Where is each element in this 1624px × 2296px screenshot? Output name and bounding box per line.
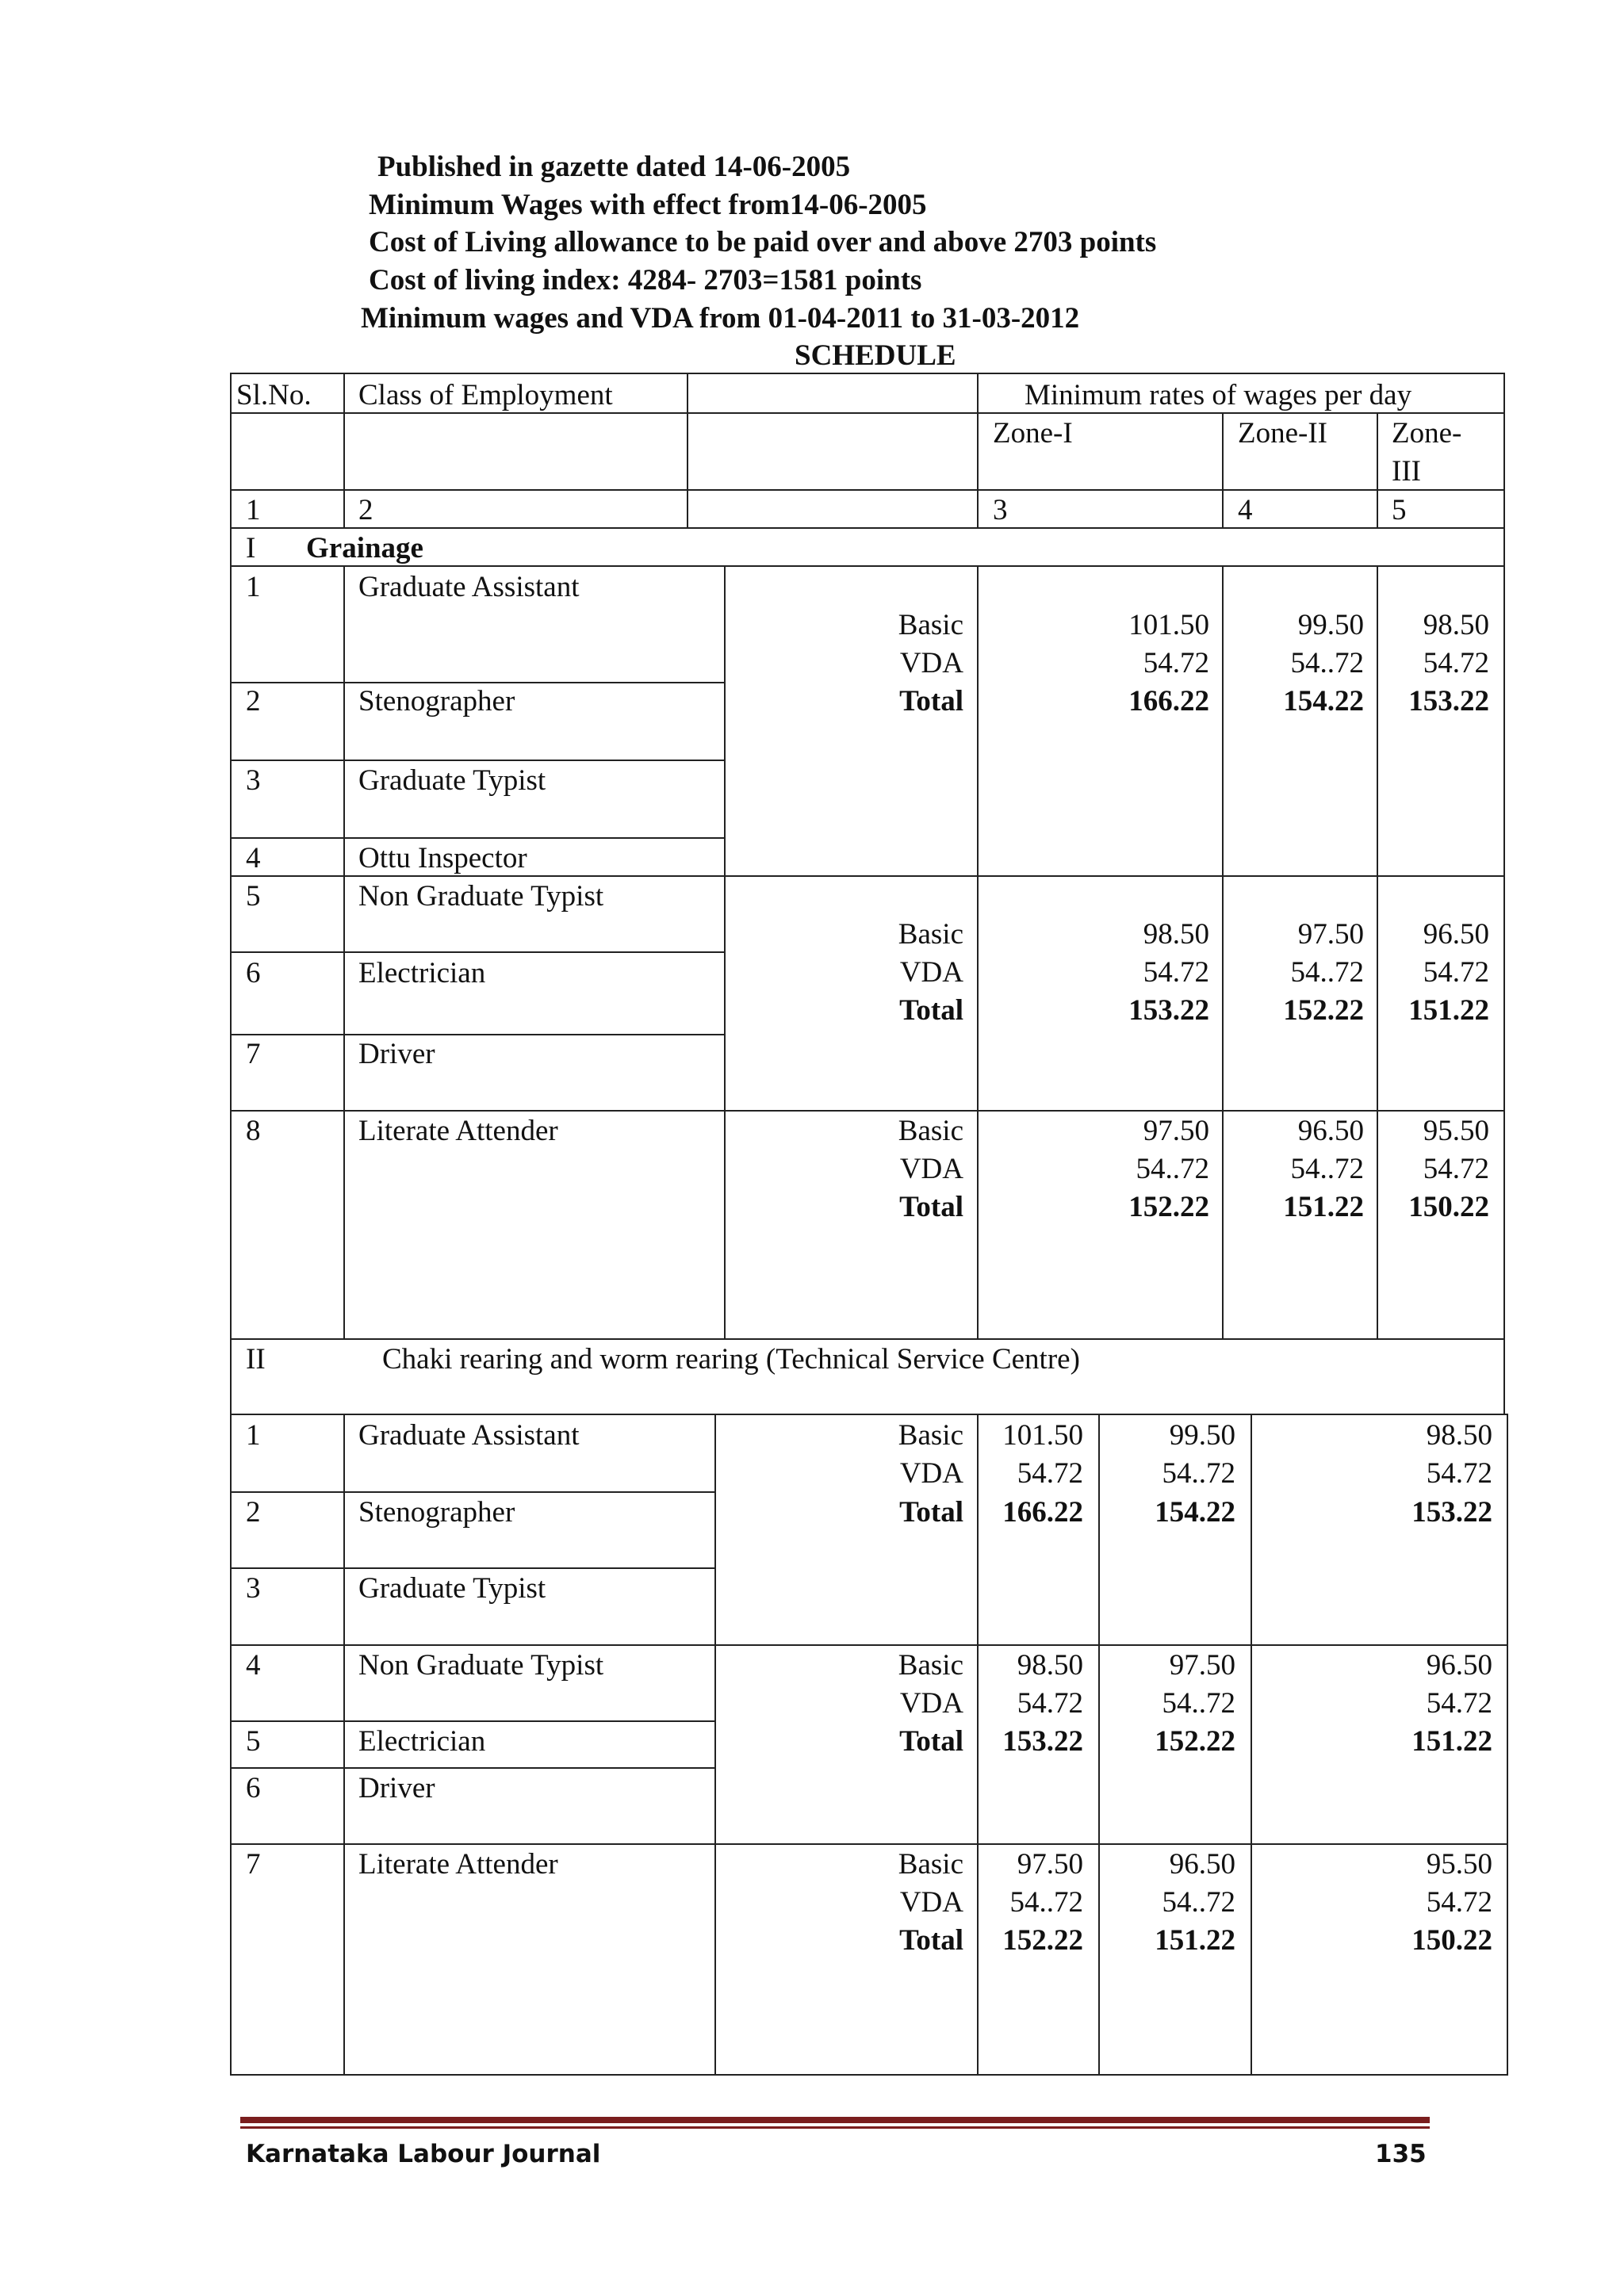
employment-class: Graduate Assistant <box>358 1419 580 1452</box>
zone1-total: 152.22 <box>1002 1924 1083 1957</box>
period-line: Minimum wages and VDA from 01-04-2011 to 31-03-2012 <box>361 302 1080 335</box>
cola-line: Cost of Living allowance to be paid over and above 2703 points <box>369 226 1157 258</box>
zone1-basic: 101.50 <box>1002 1419 1083 1452</box>
basic-label: Basic <box>898 1419 963 1452</box>
zone2-basic: 96.50 <box>1169 1848 1235 1881</box>
col-header-min-rates: Minimum rates of wages per day <box>1025 379 1412 411</box>
basic-label: Basic <box>898 1848 963 1881</box>
section-title: Chaki rearing and worm rearing (Technical Service Centre) <box>382 1343 1080 1376</box>
col-number: 4 <box>1238 494 1253 526</box>
row-number: 4 <box>246 842 261 874</box>
basic-label: Basic <box>898 918 963 951</box>
zone2-total: 152.22 <box>1155 1725 1235 1758</box>
zone1-vda: 54.72 <box>1017 1457 1083 1490</box>
employment-class: Literate Attender <box>358 1848 558 1881</box>
employment-class: Graduate Assistant <box>358 571 580 603</box>
zone2-vda: 54..72 <box>1162 1886 1235 1919</box>
zone3-basic: 95.50 <box>1423 1115 1489 1147</box>
zone2-basic: 97.50 <box>1169 1649 1235 1682</box>
zone3-total: 151.22 <box>1408 994 1489 1027</box>
schedule-title: SCHEDULE <box>795 339 956 372</box>
col-header-class: Class of Employment <box>358 379 613 411</box>
zone1-basic: 97.50 <box>1143 1115 1209 1147</box>
zone3-basic: 96.50 <box>1423 918 1489 951</box>
zone1-basic: 97.50 <box>1017 1848 1083 1881</box>
col-header-zone3: Zone- <box>1392 417 1462 450</box>
row-number: 7 <box>246 1038 261 1070</box>
row-number: 3 <box>246 764 261 797</box>
zone1-total: 153.22 <box>1128 994 1209 1027</box>
row-number: 6 <box>246 957 261 989</box>
row-number: 2 <box>246 685 261 718</box>
zone3-basic: 95.50 <box>1426 1848 1492 1881</box>
section-number: I <box>246 532 256 564</box>
journal-name: Karnataka Labour Journal <box>246 2140 601 2168</box>
zone3-total: 153.22 <box>1408 685 1489 718</box>
zone3-vda: 54.72 <box>1426 1886 1492 1919</box>
basic-label: Basic <box>898 1649 963 1682</box>
zone1-vda: 54..72 <box>1009 1886 1083 1919</box>
zone3-total: 151.22 <box>1411 1725 1492 1758</box>
col-number: 2 <box>358 494 373 526</box>
section-title: Grainage <box>306 532 423 564</box>
row-number: 3 <box>246 1572 261 1605</box>
row-number: 7 <box>246 1848 261 1881</box>
zone1-vda: 54.72 <box>1143 956 1209 989</box>
total-label: Total <box>899 994 963 1027</box>
total-label: Total <box>899 1191 963 1223</box>
zone1-total: 153.22 <box>1002 1725 1083 1758</box>
total-label: Total <box>899 1924 963 1957</box>
zone2-vda: 54..72 <box>1290 956 1364 989</box>
zone1-vda: 54..72 <box>1136 1153 1209 1185</box>
employment-class: Electrician <box>358 1725 486 1758</box>
effect-line: Minimum Wages with effect from14-06-2005 <box>369 189 927 221</box>
employment-class: Non Graduate Typist <box>358 1649 604 1682</box>
footer-rule <box>240 2117 1430 2123</box>
vda-label: VDA <box>899 956 963 989</box>
employment-class: Electrician <box>358 957 486 989</box>
employment-class: Graduate Typist <box>358 1572 546 1605</box>
vda-label: VDA <box>899 647 963 679</box>
employment-class: Driver <box>358 1772 435 1804</box>
row-number: 6 <box>246 1772 261 1804</box>
zone2-vda: 54..72 <box>1290 647 1364 679</box>
zone1-vda: 54.72 <box>1143 647 1209 679</box>
row-number: 8 <box>246 1115 261 1147</box>
employment-class: Stenographer <box>358 685 515 718</box>
zone2-total: 154.22 <box>1283 685 1364 718</box>
col-header-slno: Sl.No. <box>236 379 312 411</box>
zone3-total: 150.22 <box>1411 1924 1492 1957</box>
zone3-basic: 96.50 <box>1426 1649 1492 1682</box>
col-number: 1 <box>246 494 261 526</box>
employment-class: Driver <box>358 1038 435 1070</box>
total-label: Total <box>899 1725 963 1758</box>
index-line: Cost of living index: 4284- 2703=1581 points <box>369 264 922 297</box>
col-header-zone1: Zone-I <box>993 417 1073 450</box>
zone2-vda: 54..72 <box>1290 1153 1364 1185</box>
footer-rule-thin <box>240 2126 1430 2129</box>
col-number: 5 <box>1392 494 1407 526</box>
zone1-vda: 54.72 <box>1017 1687 1083 1720</box>
zone3-vda: 54.72 <box>1423 647 1489 679</box>
row-number: 5 <box>246 880 261 913</box>
zone2-vda: 54..72 <box>1162 1687 1235 1720</box>
row-number: 1 <box>246 571 261 603</box>
row-number: 5 <box>246 1725 261 1758</box>
page-number: 135 <box>1375 2140 1427 2168</box>
total-label: Total <box>899 1496 963 1529</box>
employment-class: Non Graduate Typist <box>358 880 604 913</box>
zone3-basic: 98.50 <box>1426 1419 1492 1452</box>
employment-class: Ottu Inspector <box>358 842 527 874</box>
vda-label: VDA <box>899 1457 963 1490</box>
zone1-basic: 98.50 <box>1143 918 1209 951</box>
vda-label: VDA <box>899 1153 963 1185</box>
zone3-vda: 54.72 <box>1426 1687 1492 1720</box>
zone1-basic: 101.50 <box>1128 609 1209 641</box>
zone2-basic: 96.50 <box>1297 1115 1364 1147</box>
basic-label: Basic <box>898 1115 963 1147</box>
zone2-total: 151.22 <box>1283 1191 1364 1223</box>
basic-label: Basic <box>898 609 963 641</box>
zone3-total: 150.22 <box>1408 1191 1489 1223</box>
employment-class: Literate Attender <box>358 1115 558 1147</box>
vda-label: VDA <box>899 1886 963 1919</box>
employment-class: Graduate Typist <box>358 764 546 797</box>
zone3-vda: 54.72 <box>1423 1153 1489 1185</box>
col-header-zone3-cont: III <box>1392 455 1421 488</box>
employment-class: Stenographer <box>358 1496 515 1529</box>
vda-label: VDA <box>899 1687 963 1720</box>
zone2-total: 151.22 <box>1155 1924 1235 1957</box>
zone3-total: 153.22 <box>1411 1496 1492 1529</box>
zone3-basic: 98.50 <box>1423 609 1489 641</box>
zone1-total: 152.22 <box>1128 1191 1209 1223</box>
zone3-vda: 54.72 <box>1426 1457 1492 1490</box>
zone2-basic: 99.50 <box>1169 1419 1235 1452</box>
gazette-line: Published in gazette dated 14-06-2005 <box>377 151 851 183</box>
zone1-total: 166.22 <box>1128 685 1209 718</box>
col-header-zone2: Zone-II <box>1238 417 1327 450</box>
total-label: Total <box>899 685 963 718</box>
zone2-total: 154.22 <box>1155 1496 1235 1529</box>
zone2-basic: 97.50 <box>1297 918 1364 951</box>
zone2-basic: 99.50 <box>1297 609 1364 641</box>
zone2-total: 152.22 <box>1283 994 1364 1027</box>
col-number: 3 <box>993 494 1008 526</box>
zone1-total: 166.22 <box>1002 1496 1083 1529</box>
row-number: 1 <box>246 1419 261 1452</box>
zone2-vda: 54..72 <box>1162 1457 1235 1490</box>
zone1-basic: 98.50 <box>1017 1649 1083 1682</box>
row-number: 2 <box>246 1496 261 1529</box>
section-number: II <box>246 1343 266 1376</box>
row-number: 4 <box>246 1649 261 1682</box>
zone3-vda: 54.72 <box>1423 956 1489 989</box>
